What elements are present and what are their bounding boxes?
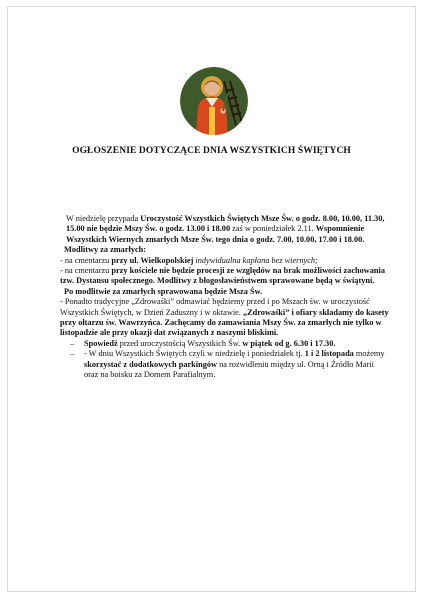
text-bold: Wspomnienie Wszystkich Wiernych zmarłych Msze Św. tego dnia o godz. 7.00, 10.00, 17.00 i 18.00. [66, 224, 365, 244]
text-bold: Modlitwy za zmarłych: [64, 245, 147, 255]
text-bold: Uroczystość Wszystkich Świętych Msze Św. o godz. 8.00, 10.00, 11.30, 15.00 nie będzie Mszy Św. o godz. 13.00 i 18.00 [66, 214, 385, 234]
page-title: OGŁOSZENIE DOTYCZĄCE DNIA WSZYSTKICH ŚWIĘTYCH [72, 146, 351, 156]
text: możemy [353, 349, 385, 359]
paragraph-cemetery-church [60, 266, 390, 287]
paragraph-cemetery-wielkopolska [60, 256, 390, 266]
paragraph-sunday-masses [60, 214, 390, 245]
text: W niedzielę przypada [66, 214, 141, 223]
announcement-body [60, 214, 390, 381]
text: przed uroczystością Wszystkich Św. [117, 338, 243, 348]
text-bold: w piątek od g. 6.30 i 17.30. [242, 338, 336, 348]
text-bold: przy kościele nie będzie procesji ze względów na brak możliwości zachowania tzw. Dystansu społecznego. Modlitwy z błogosławieństwem sprawowane będą w świątyni. [60, 266, 385, 286]
text: - Ponadto tradycyjne „Zdrowaśki” odmawiać będziemy przed i po Mszach św. w uroczystość Wszystkich Świętych, w Dzień Zaduszny i w oktawie. [60, 297, 370, 317]
text: - na cmentarzu [60, 266, 112, 276]
list-dash: – [70, 338, 75, 348]
text-bold: przy ul. Wielkopolskiej [111, 255, 194, 265]
text: na rozwidleniu między ul. Orną i Źródło Marii oraz na boisku za Domem Parafialnym. [84, 359, 374, 380]
list-item-parking [60, 349, 390, 380]
paragraph-prayers-heading [60, 245, 390, 255]
document-page [7, 6, 416, 592]
list-dash: – [70, 349, 75, 359]
text-bold: „Zdrowaśki” i ofiary składamy do kasety przy ołtarzu św. Wawrzyńca. Zachęcamy do zamawiania Mszy Św. za zmarłych nie tylko w listopadzie ale przy okazji dat związanych z naszymi bliskimi. [60, 307, 389, 338]
paragraph-zdrowaski [60, 297, 390, 339]
text-bold: 1 i 2 listopada [304, 349, 354, 359]
text: - na cmentarzu [60, 255, 112, 265]
saint-lawrence-portrait-icon [180, 67, 248, 135]
list-item-confession [60, 339, 390, 349]
text: - W dniu Wszystkich Świętych czyli w niedzielę i poniedziałek tj. [84, 349, 305, 359]
text-bold: skorzystać z dodatkowych parkingów [84, 359, 217, 369]
text-bold: Po modlitwie za zmarłych sprawowana będzie Msza Św. [64, 286, 263, 296]
text-italic: indywidualna kapłana bez wiernych; [193, 255, 318, 265]
text-bold: Spowiedź [84, 338, 118, 348]
paragraph-mass-after-prayer [60, 287, 390, 297]
text: zaś w poniedziałek 2.11. [230, 224, 316, 234]
